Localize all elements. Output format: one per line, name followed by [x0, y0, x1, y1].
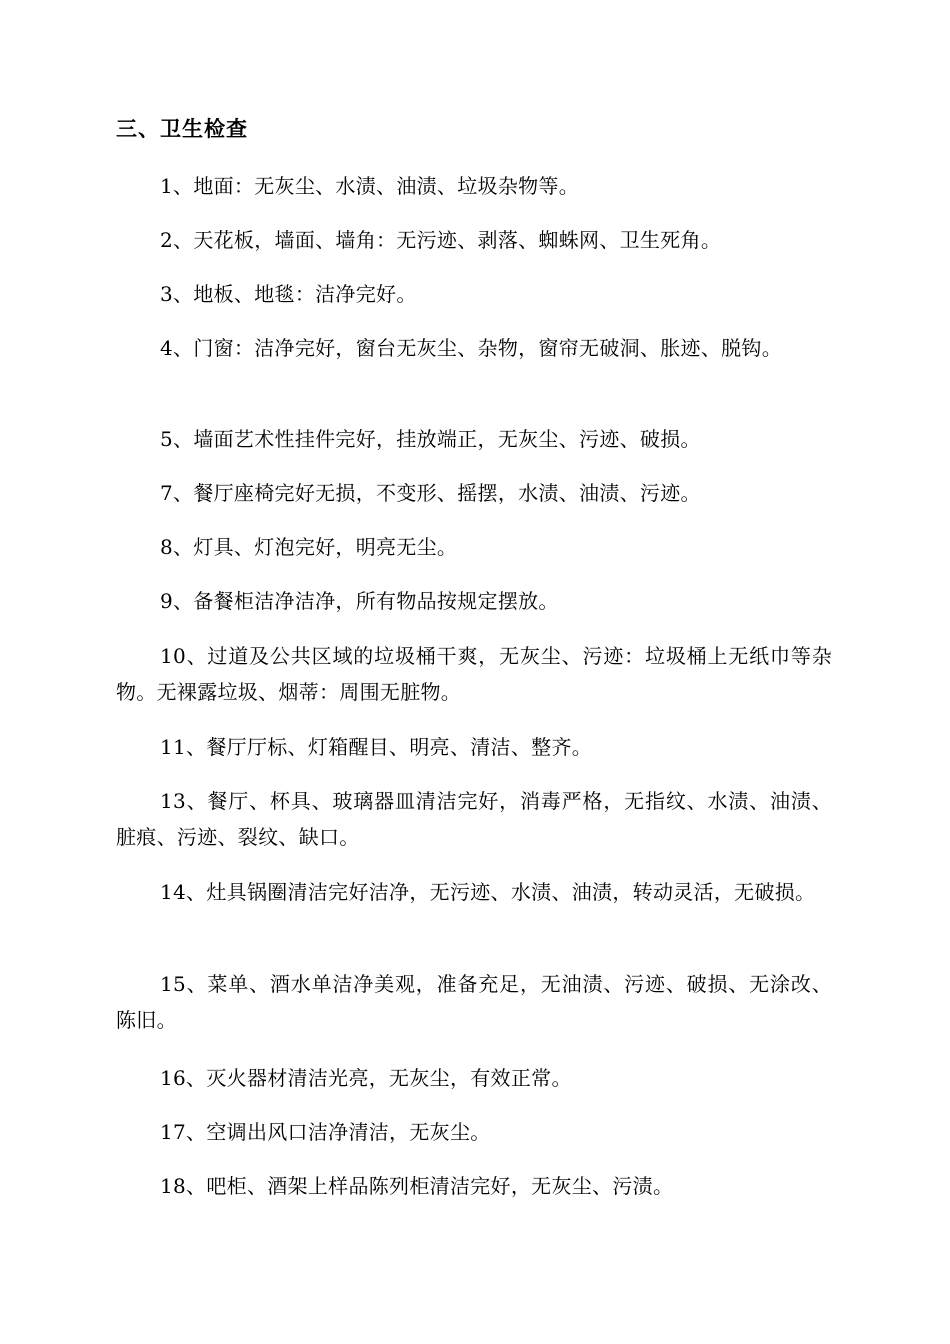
checklist-item: 9、备餐柜洁净洁净，所有物品按规定摆放。 [160, 589, 559, 613]
checklist-item: 7、餐厅座椅完好无损，不变形、摇摆，水渍、油渍、污迹。 [160, 481, 701, 505]
checklist-item: 17、空调出风口洁净清洁，无灰尘。 [160, 1120, 491, 1144]
checklist-item: 5、墙面艺术性挂件完好，挂放端正，无灰尘、污迹、破损。 [160, 427, 701, 451]
checklist-item: 11、餐厅厅标、灯箱醒目、明亮、清洁、整齐。 [160, 735, 593, 759]
section-heading: 三、卫生检查 [116, 116, 248, 141]
checklist-item: 3、地板、地毯：洁净完好。 [160, 282, 417, 306]
checklist-item: 1、地面：无灰尘、水渍、油渍、垃圾杂物等。 [160, 174, 580, 198]
checklist-item: 16、灭火器材清洁光亮，无灰尘，有效正常。 [160, 1066, 572, 1090]
checklist-item: 13、餐厅、杯具、玻璃器皿清洁完好，消毒严格，无指纹、水渍、油渍、脏痕、污迹、裂纹、缺口。 [116, 789, 832, 849]
checklist-item: 8、灯具、灯泡完好，明亮无尘。 [160, 535, 458, 559]
checklist-item: 10、过道及公共区域的垃圾桶干爽，无灰尘、污迹：垃圾桶上无纸巾等杂物。无裸露垃圾、烟蒂：周围无脏物。 [116, 644, 832, 704]
checklist-item: 14、灶具锅圈清洁完好洁净，无污迹、水渍、油渍，转动灵活，无破损。 [160, 880, 816, 904]
checklist-item: 4、门窗：洁净完好，窗台无灰尘、杂物，窗帘无破洞、胀迹、脱钩。 [160, 336, 783, 360]
checklist-item: 15、菜单、酒水单洁净美观，准备充足，无油渍、污迹、破损、无涂改、陈旧。 [116, 972, 832, 1032]
checklist-item: 2、天花板，墙面、墙角：无污迹、剥落、蜘蛛网、卫生死角。 [160, 228, 722, 252]
checklist-item: 18、吧柜、酒架上样品陈列柜清洁完好，无灰尘、污渍。 [160, 1174, 674, 1198]
